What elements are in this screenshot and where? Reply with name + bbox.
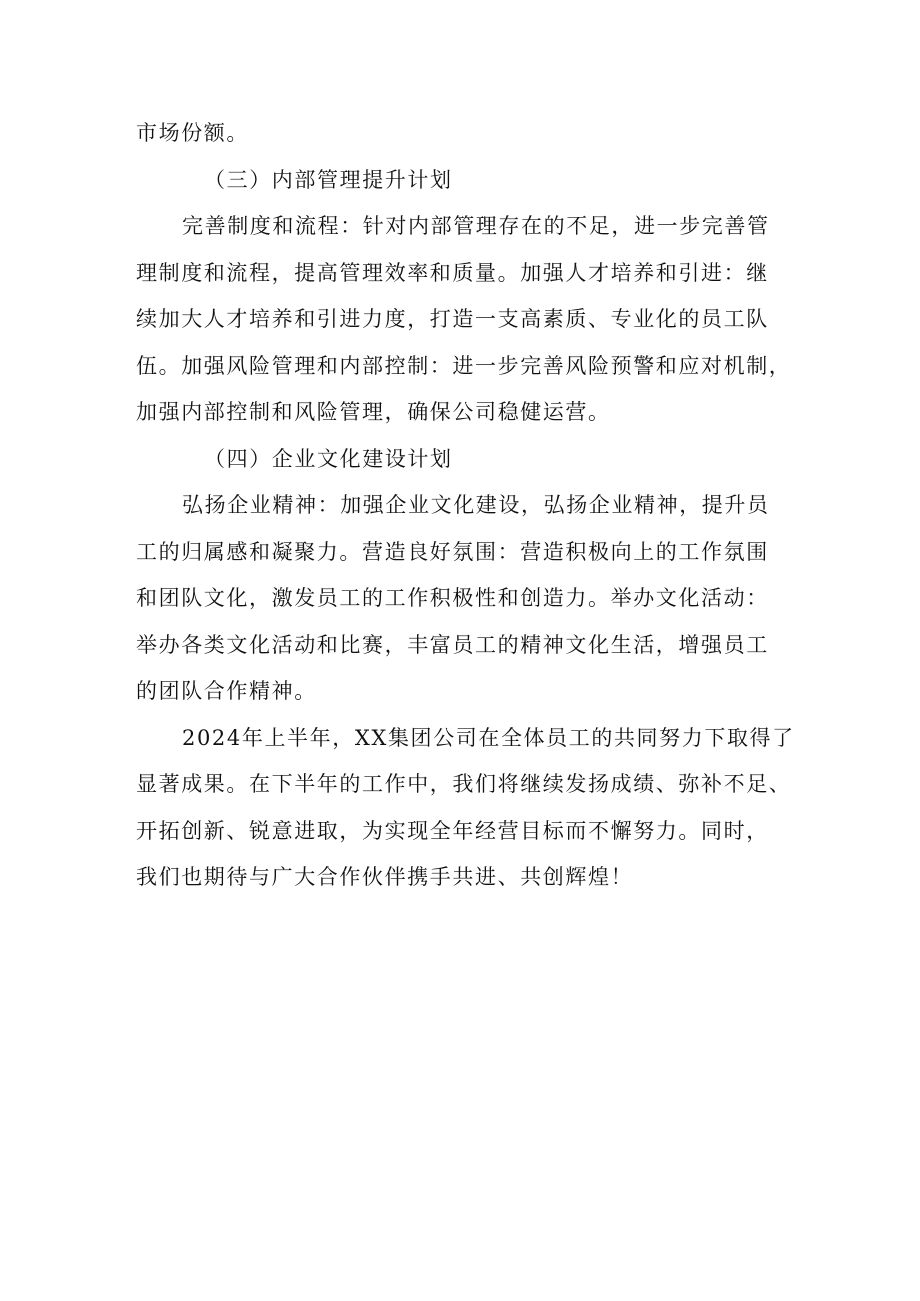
section-heading-corporate-culture: （四）企业文化建设计划 <box>204 446 453 471</box>
paragraph-text-line: 开拓创新、锐意进取，为实现全年经营目标而不懈努力。同时， <box>136 818 769 843</box>
paragraph-text-line: 理制度和流程，提高管理效率和质量。加强人才培养和引进：继 <box>136 260 769 285</box>
section-heading-internal-management: （三）内部管理提升计划 <box>204 167 453 192</box>
paragraph-text-line: 市场份额。 <box>136 121 249 145</box>
paragraph-text-line: 工的归属感和凝聚力。营造良好氛围：营造积极向上的工作氛围 <box>136 539 769 564</box>
paragraph-text-line: 的团队合作精神。 <box>136 679 317 703</box>
paragraph-text-line: 和团队文化，激发员工的工作积极性和创造力。举办文化活动： <box>136 586 769 610</box>
document-body <box>136 110 796 901</box>
paragraph-text-line: 完善制度和流程：针对内部管理存在的不足，进一步完善管 <box>182 214 770 238</box>
paragraph-text-line: 显著成果。在下半年的工作中，我们将继续发扬成绩、弥补不足、 <box>136 772 792 796</box>
paragraph-text-line: 举办各类文化活动和比赛，丰富员工的精神文化生活，增强员工 <box>136 632 769 657</box>
paragraph-text-line: 续加大人才培养和引进力度，打造一支高素质、专业化的员工队 <box>136 307 769 331</box>
paragraph-text-line: 2024年上半年，XX集团公司在全体员工的共同努力下取得了 <box>182 725 795 750</box>
paragraph-text-line: 伍。加强风险管理和内部控制：进一步完善风险预警和应对机制， <box>136 353 792 378</box>
paragraph-text-line: 加强内部控制和风险管理，确保公司稳健运营。 <box>136 400 611 424</box>
paragraph-text-line: 我们也期待与广大合作伙伴携手共进、共创辉煌！ <box>136 865 634 889</box>
paragraph-text-line: 弘扬企业精神：加强企业文化建设，弘扬企业精神，提升员 <box>182 493 770 517</box>
